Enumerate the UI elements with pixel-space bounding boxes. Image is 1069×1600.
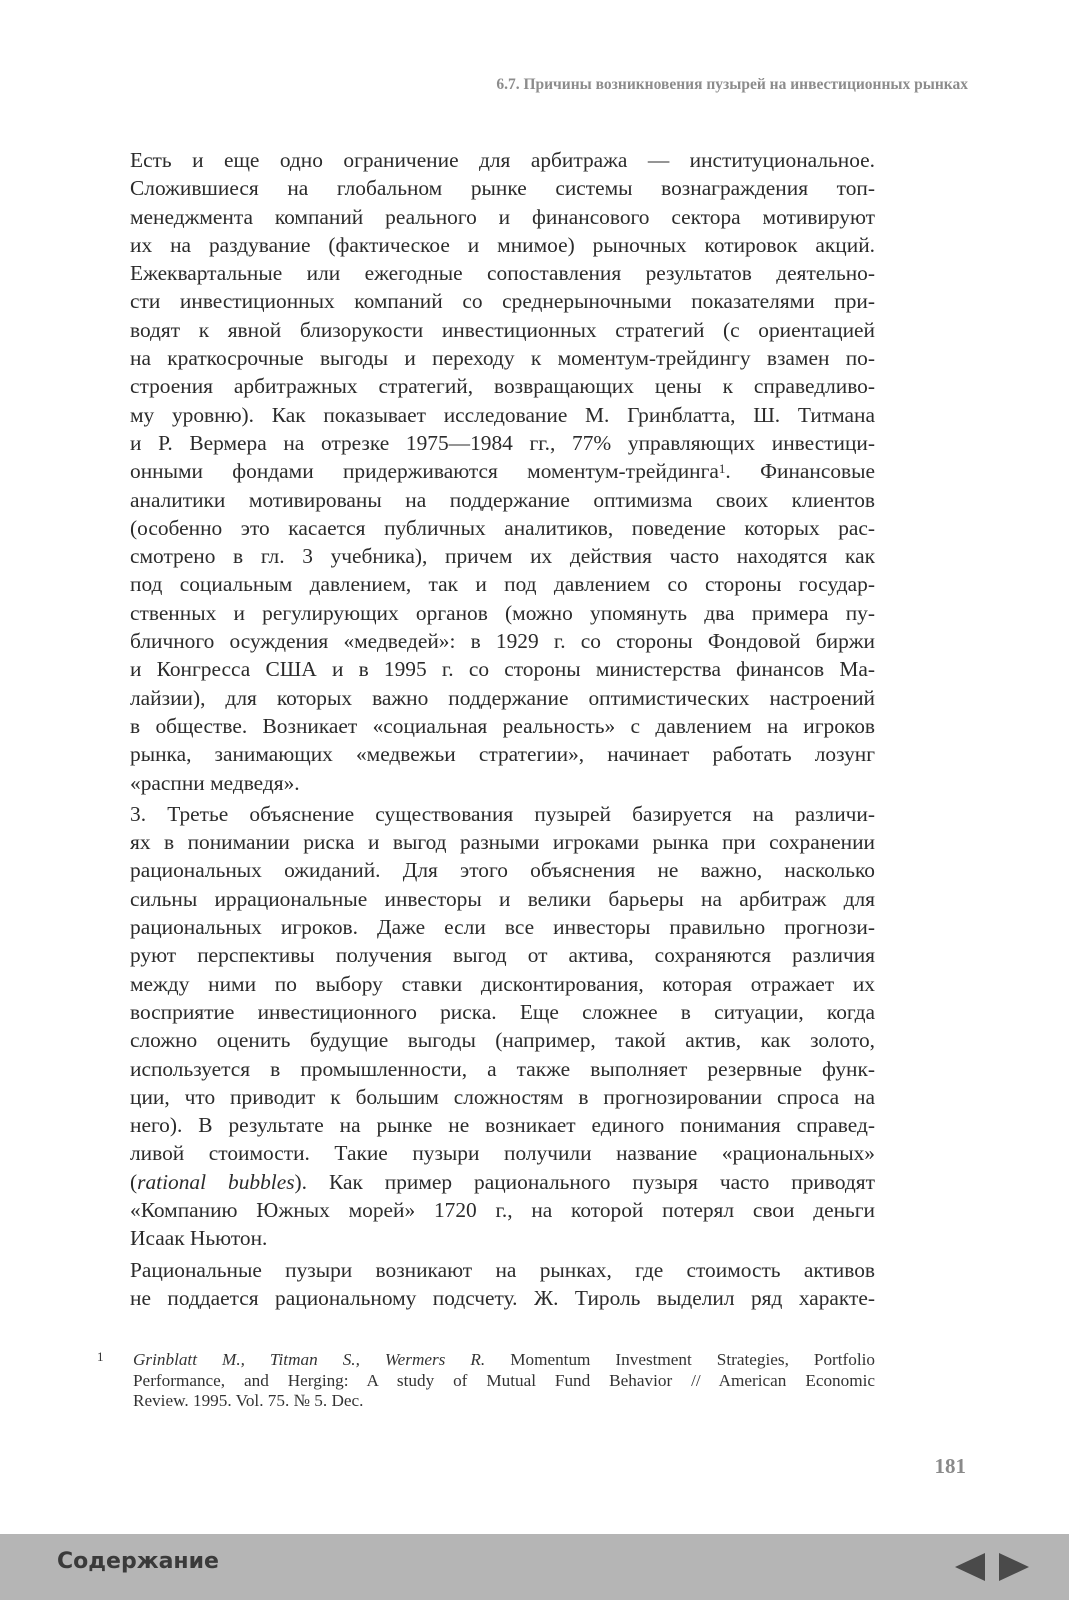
- text-line: бличного осуждения «медведей»: в 1929 г. со стороны Фондовой биржи: [130, 629, 875, 654]
- footnote-line: [133, 1350, 875, 1371]
- text-line: Сложившиеся на глобальном рынке системы вознаграждения топ-: [130, 176, 875, 201]
- footnote-line: Review. 1995. Vol. 75. № 5. Dec.: [133, 1391, 364, 1410]
- text-line: сильны иррациональные инвесторы и велики барьеры на арбитраж для: [130, 886, 875, 911]
- footnote-mark: 1: [97, 1349, 104, 1364]
- footnote-body: [133, 1350, 875, 1412]
- italic-term: rational bubbles: [137, 1169, 295, 1194]
- text-line: му уровню). Как показывает исследование М. Гринблатта, Ш. Титмана: [130, 402, 875, 427]
- text-line: строения арбитражных стратегий, возвращающих цены к справедливо-: [130, 374, 875, 399]
- text-line-with-italic: [97, 1168, 875, 1196]
- footnote-authors: Grinblatt M., Titman S., Wermers R.: [133, 1350, 486, 1369]
- text-line: и Конгресса США и в 1995 г. со стороны министерства финансов Ма-: [130, 657, 875, 682]
- triangle-left-icon: [953, 1552, 987, 1582]
- text-line: лайзии), для которых важно поддержание оптимистических настроений: [130, 685, 875, 710]
- text-line: не поддается рациональному подсчету. Ж. Тироль выделил ряд характе-: [130, 1285, 875, 1310]
- text-line: ции, что приводит к большим сложностям в прогнозировании спроса на: [130, 1084, 875, 1109]
- text-line: на краткосрочные выгоды и переходу к моментум-трейдингу взамен по-: [130, 346, 875, 371]
- text-line: восприятие инвестиционного риска. Еще сложнее в ситуации, когда: [130, 999, 875, 1024]
- text-fragment: Momentum Investment Strategies, Portfolio: [485, 1350, 875, 1369]
- text-line: между ними по выбору ставки дисконтирования, которая отражает их: [130, 971, 875, 996]
- text-line: сти инвестиционных компаний со среднерыночными показателями при-: [130, 289, 875, 314]
- text-line: и Р. Вермера на отрезке 1975—1984 гг., 77% управляющих инвестици-: [130, 430, 875, 455]
- text-line: «распни медведя».: [130, 770, 300, 795]
- text-line: менеджмента компаний реального и финансового сектора мотивируют: [130, 204, 875, 229]
- text-line: в обществе. Возникает «социальная реальность» с давлением на игроков: [130, 713, 875, 738]
- paragraph-rational-bubbles-markets: [97, 1256, 875, 1313]
- footnote-line: Performance, and Herging: A study of Mutual Fund Behavior // American Economic: [133, 1370, 875, 1390]
- text-line: Есть и еще одно ограничение для арбитража — институциональное.: [130, 148, 875, 172]
- previous-page-button[interactable]: [953, 1552, 987, 1582]
- text-line: ливой стоимости. Такие пузыри получили название «рациональных»: [130, 1141, 875, 1166]
- main-text: [97, 146, 875, 1315]
- next-page-button[interactable]: [997, 1552, 1031, 1582]
- text-line: него). В результате на рынке не возникает единого понимания справед-: [130, 1113, 875, 1138]
- triangle-right-icon: [997, 1552, 1031, 1582]
- footnote-reference[interactable]: 1: [718, 461, 726, 477]
- text-line: Ежеквартальные или ежегодные сопоставления результатов деятельно-: [130, 261, 875, 286]
- text-line: рациональных ожиданий. Для этого объяснения не важно, насколько: [130, 858, 875, 883]
- page-number: 181: [934, 1454, 966, 1478]
- text-fragment: ). Как пример рационального пузыря часто приводят: [294, 1169, 875, 1194]
- footnote: [97, 1350, 875, 1412]
- text-line: руют перспективы получения выгод от актива, сохраняются различия: [130, 943, 875, 968]
- text-line: ственных и регулирующих органов (можно упомянуть два примера пу-: [130, 600, 875, 625]
- text-line: сложно оценить будущие выгоды (например, такой актив, как золото,: [130, 1028, 875, 1053]
- text-fragment: . Финансовые: [725, 459, 875, 484]
- text-line: используется в промышленности, а также выполняет резервные функ-: [130, 1056, 875, 1081]
- text-line-with-footnote-ref: [97, 457, 875, 485]
- text-line: рациональных игроков. Даже если все инвесторы правильно прогнози-: [130, 915, 875, 940]
- text-line: (особенно это касается публичных аналитиков, поведение которых рас-: [130, 515, 875, 540]
- text-fragment: (: [130, 1169, 138, 1194]
- text-line: Рациональные пузыри возникают на рынках, где стоимость активов: [130, 1257, 875, 1282]
- text-line: под социальным давлением, так и под давлением со стороны государ-: [130, 572, 875, 597]
- text-line: 3. Третье объяснение существования пузырей базируется на различи-: [130, 801, 875, 826]
- text-line: водят к явной близорукости инвестиционных стратегий (с ориентацией: [130, 317, 875, 342]
- text-line: аналитики мотивированы на поддержание оптимизма своих клиентов: [130, 487, 875, 512]
- paragraph-institutional-limits: [97, 146, 875, 797]
- contents-link[interactable]: Содержание: [57, 1549, 219, 1574]
- text-line: ях в понимании риска и выгод разными игроками рынка при сохранении: [130, 830, 875, 855]
- navigation-bar: [0, 1534, 1069, 1600]
- paragraph-rational-bubbles: [97, 800, 875, 1253]
- text-fragment: онными фондами придерживаются моментум-трейдинга: [130, 459, 719, 484]
- text-line: рынка, занимающих «медвежьи стратегии», начинает работать лозунг: [130, 742, 875, 767]
- text-line: «Компанию Южных морей» 1720 г., на которой потерял свои деньги: [130, 1197, 875, 1222]
- text-line: их на раздувание (фактическое и мнимое) рыночных котировок акций.: [130, 232, 875, 257]
- text-line: Исаак Ньютон.: [130, 1226, 268, 1251]
- running-header: 6.7. Причины возникновения пузырей на инвестиционных рынках: [496, 76, 968, 93]
- text-line: смотрено в гл. 3 учебника), причем их действия часто находятся как: [130, 544, 875, 569]
